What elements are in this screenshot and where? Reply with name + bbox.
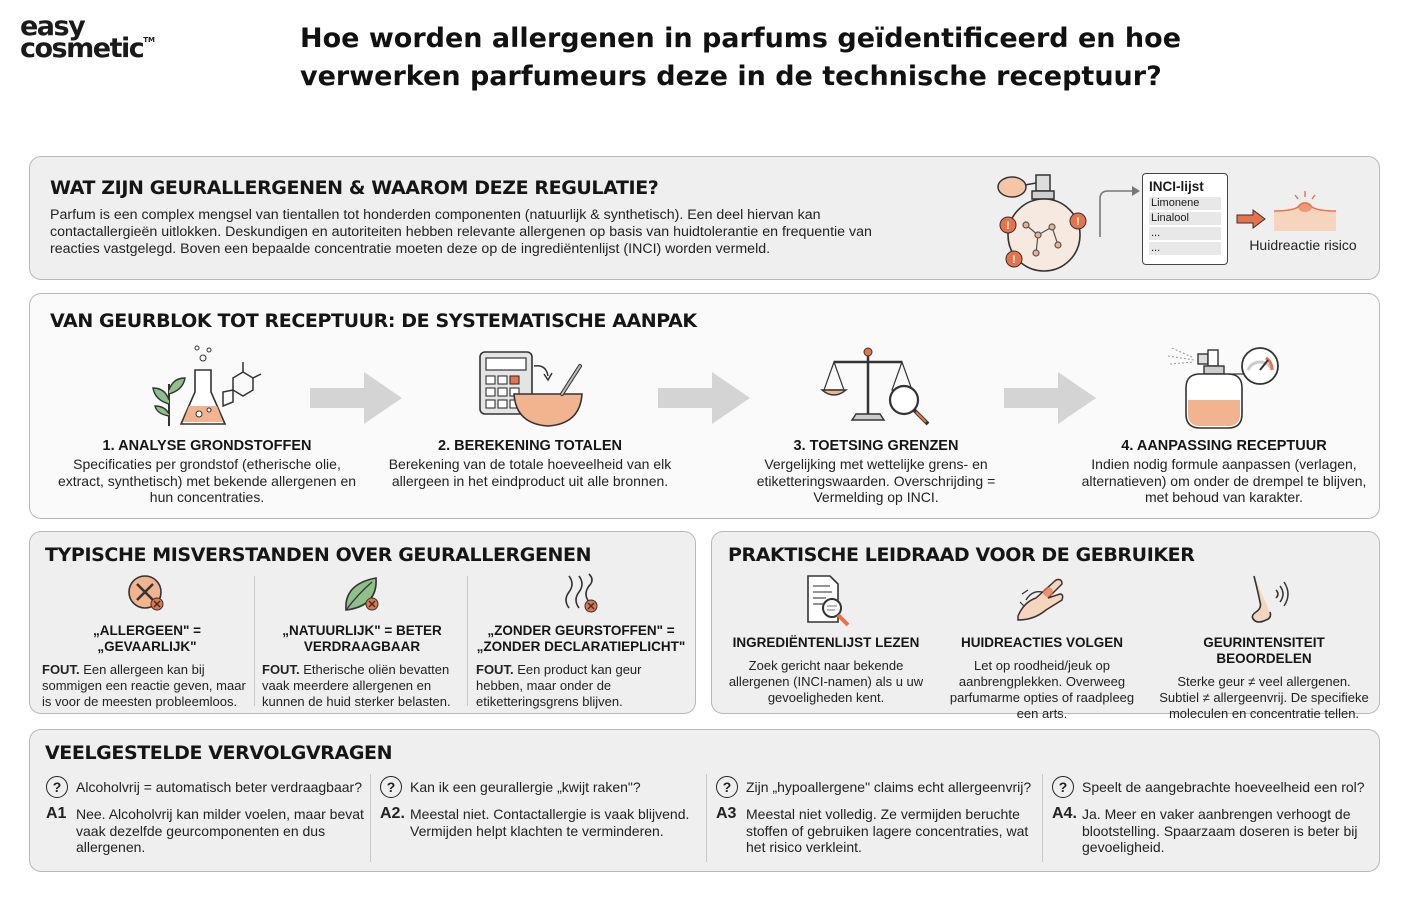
misconception-desc: Etherische oliën bevatten vaak meerdere allergenen en kunnen de huid sterker belasten. [262,662,451,709]
misconception-title: „ALLERGEEN" = „GEVAARLIJK" [92,623,202,654]
column-divider [370,774,371,862]
risk-label: Huidreactie risico [1249,237,1357,253]
step-title: 3. TOETSING GRENZEN [793,438,959,454]
intro-heading: WAT ZIJN GEURALLERGENEN & WAAROM DEZE REGULATIE? [50,177,659,199]
svg-text:!: ! [1012,254,1016,266]
cross-warning-icon [123,572,171,616]
guide-item [726,572,926,706]
misconception-title: „NATUURLIJK" = BETER VERDRAAGBAAR [282,623,442,654]
inci-item: ... [1149,227,1221,240]
column-divider [706,774,707,862]
inci-item: Linalool [1149,212,1221,225]
faq-item [46,776,366,856]
connector-arrow-icon [1096,181,1142,241]
step-title: 1. ANALYSE GRONDSTOFFEN [102,438,312,454]
perfume-gauge-icon [1164,344,1284,430]
perfume-bottle-molecules-icon [992,165,1092,273]
guide-item [942,572,1142,722]
process-step-4 [1074,344,1374,506]
faq-question: Kan ik een geurallergie „kwijt raken"? [410,779,641,795]
guide-title: GEURINTENSITEIT BEOORDELEN [1203,635,1325,666]
inci-title: INCI-lijst [1149,179,1204,194]
brand-line2: cosmetic [20,33,144,65]
faq-answer-label: A4. [1052,805,1077,822]
column-divider [467,576,468,706]
faq-panel [29,729,1380,872]
scent-waves-warning-icon [557,572,605,616]
faq-answer: Nee. Alcoholvrij kan milder voelen, maar bevat vaak dezelfde geurcomponenten en dus allergenen. [76,806,364,855]
leaf-warning-icon [338,572,386,616]
guide-desc: Sterke geur ≠ veel allergenen. Subtiel ≠ allergeenvrij. De specifieke moleculen en concentratie tellen. [1159,674,1369,721]
faq-item [380,776,700,839]
faq-item [716,776,1036,856]
guide-desc: Let op roodheid/jeuk op aanbrengplekken. Overweeg parfumarme opties of raadpleeg een arts. [949,658,1135,721]
column-divider [1042,774,1043,862]
step-title: 4. AANPASSING RECEPTUUR [1121,438,1327,454]
guide-desc: Zoek gericht naar bekende allergenen (INCI-namen) als u uw gevoeligheden kent. [728,658,924,705]
misconception-item [42,572,252,710]
brand-logo [20,11,155,65]
intro-panel [29,156,1380,280]
misconception-desc: Een allergeen kan bij sommigen een reactie geven, maar is voor de meesten probleemloos. [42,662,246,709]
skin-reaction-icon [1270,189,1340,235]
misconceptions-panel [29,531,696,714]
svg-text:!: ! [1006,220,1010,232]
nose-scent-icon [1236,572,1292,628]
plants-flask-icon [147,344,267,430]
faq-answer-label: A3 [716,805,737,822]
misconception-title: „ZONDER GEURSTOFFEN" = „ZONDER DECLARATIEPLICHT" [476,623,686,654]
column-divider [254,576,255,706]
calculator-bowl-icon [470,344,590,430]
step-desc: Vergelijking met wettelijke grens- en etiketteringswaarden. Overschrijding = Vermelding op INCI. [756,456,996,505]
guide-title: INGREDIËNTENLIJST LEZEN [732,635,920,650]
step-desc: Indien nodig formule aanpassen (verlagen, alternatieven) om onder de drempel te blijven, met behoud van karakter. [1081,456,1367,505]
inci-item: ... [1149,242,1221,255]
svg-text:!: ! [1076,216,1080,228]
misconception-item [262,572,462,710]
faq-answer: Meestal niet volledig. Ze vermijden beruchte stoffen of gebruiken lagere concentraties, wat het risico verkleint. [746,806,1029,855]
question-icon: ? [716,776,738,798]
faq-question: Speelt de aangebrachte hoeveelheid een rol? [1082,779,1365,795]
guide-panel [711,531,1380,721]
step-title: 2. BEREKENING TOTALEN [438,438,622,454]
faq-answer: Meestal niet. Contactallergie is vaak blijvend. Vermijden helpt klachten te verminderen. [410,806,690,839]
misconception-label: FOUT. [476,662,514,677]
misconception-label: FOUT. [42,662,80,677]
question-icon: ? [1052,776,1074,798]
inci-item: Limonene [1149,197,1221,210]
faq-question: Alcoholvrij = automatisch beter verdraagbaar? [76,779,362,795]
faq-answer-label: A2. [380,805,405,822]
misconception-desc: Een product kan geur hebben, maar onder de etiketteringsgrens blijven. [476,662,642,709]
page-title: Hoe worden allergenen in parfums geïdentificeerd en hoe verwerken parfumeurs deze in de technische receptuur? [300,23,1182,92]
process-step-3 [726,344,1026,506]
scale-magnifier-icon [816,344,936,430]
misconception-label: FOUT. [262,662,300,677]
brand-line1: easy [20,11,85,42]
step-desc: Berekening van de totale hoeveelheid van elk allergeen in het eindproduct uit alle bronnen. [388,456,672,489]
process-panel [29,293,1380,519]
orange-arrow-icon [1235,209,1267,229]
faq-question: Zijn „hypoallergene" claims echt allergeenvrij? [746,779,1032,795]
faq-answer: Ja. Meer en vaker aanbrengen verhoogt de blootstelling. Spaarzaam doseren is beter bij gevoeligheid. [1082,806,1358,855]
guide-item [1158,572,1370,722]
faq-item [1052,776,1372,856]
document-magnifier-icon [798,572,854,628]
hand-irritation-icon [1012,572,1072,628]
guide-heading: PRAKTISCHE LEIDRAAD VOOR DE GEBRUIKER [728,544,1195,566]
misconceptions-heading: TYPISCHE MISVERSTANDEN OVER GEURALLERGENEN [45,544,592,566]
process-step-2 [380,344,680,489]
question-icon: ? [380,776,402,798]
process-heading: VAN GEURBLOK TOT RECEPTUUR: DE SYSTEMATISCHE AANPAK [50,310,697,332]
faq-heading: VEELGESTELDE VERVOLGVRAGEN [45,742,393,764]
step-desc: Specificaties per grondstof (etherische olie, extract, synthetisch) met bekende allergenen en hun concentraties. [57,456,357,505]
brand-tm: TM [143,36,155,45]
inci-list-card [1142,173,1228,265]
guide-title: HUIDREACTIES VOLGEN [960,635,1123,650]
faq-answer-label: A1 [46,805,67,822]
misconception-item [476,572,686,710]
question-icon: ? [46,776,68,798]
intro-text: Parfum is een complex mengsel van tientallen tot honderden componenten (natuurlijk & synthetisch). Een deel hiervan kan contactallergieën uitlokken. Deskundigen en autoriteiten hebben relevante allergenen op basis van huidtolerantie en frequentie van reacties vastgelegd. Boven een bepaalde concentratie moeten deze op de ingrediëntenlijst (INCI) worden vermeld. [50,207,872,257]
